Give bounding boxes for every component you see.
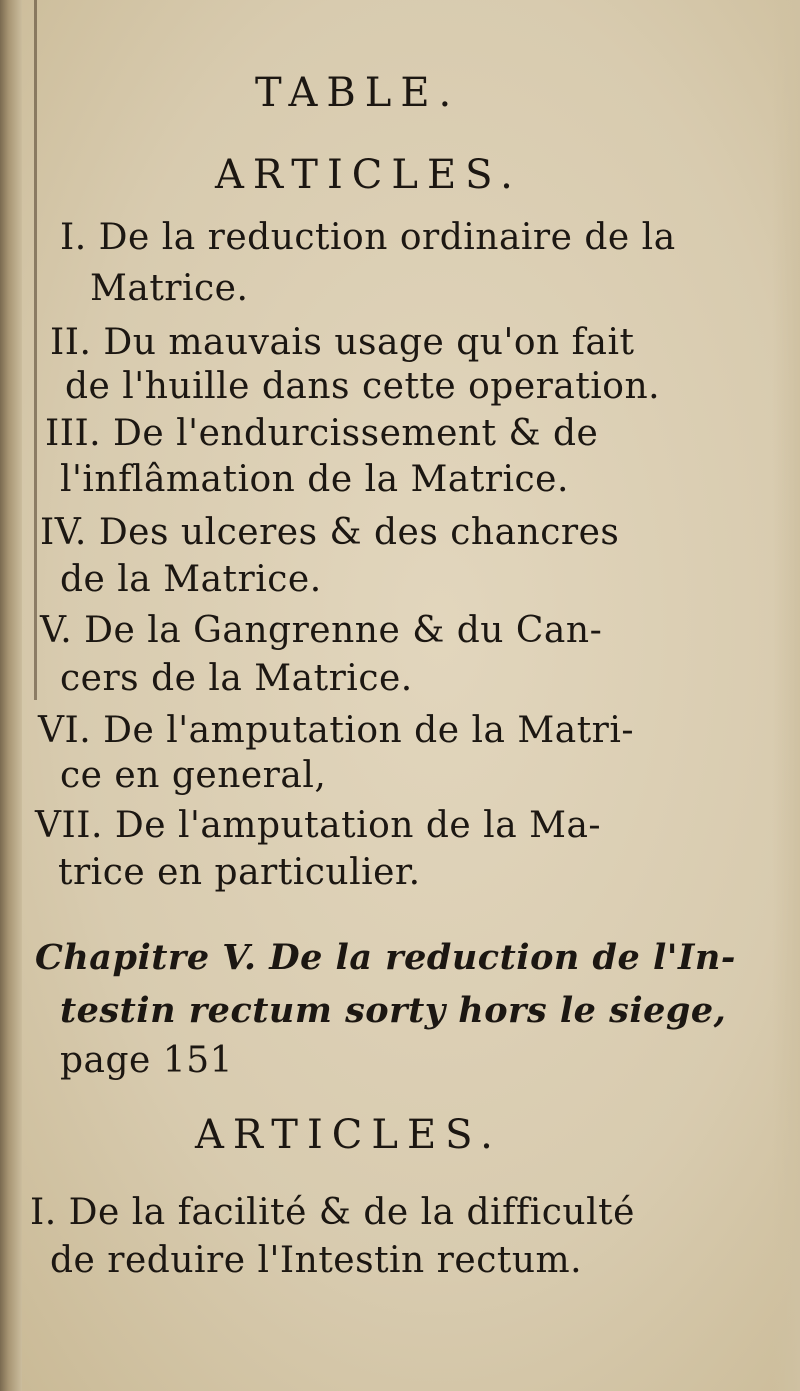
article-1-line-2: Matrice.: [90, 268, 249, 309]
gutter-line: [34, 0, 37, 700]
article-6-line-1: VI. De l'amputation de la Matri-: [38, 710, 635, 751]
article-2-line-1: II. Du mauvais usage qu'on fait: [50, 322, 635, 363]
chapter-line-1: Chapitre V. De la reduction de l'In-: [35, 937, 736, 978]
book-spine: [0, 0, 22, 1391]
article-7-line-1: VII. De l'amputation de la Ma-: [35, 805, 602, 846]
section-heading-2: ARTICLES.: [195, 1112, 502, 1158]
article-4-line-2: de la Matrice.: [60, 559, 322, 600]
article-3-line-2: l'inflâmation de la Matrice.: [60, 459, 569, 500]
section-heading: ARTICLES.: [215, 152, 522, 198]
article-4-line-1: IV. Des ulceres & des chancres: [40, 512, 620, 553]
article-1-line-1: I. De la reduction ordinaire de la: [60, 217, 676, 258]
article-5-line-2: cers de la Matrice.: [60, 658, 413, 699]
article-5-line-1: V. De la Gangrenne & du Can-: [40, 610, 603, 651]
article-7-line-2: trice en particulier.: [58, 852, 421, 893]
page-title: TABLE.: [255, 70, 461, 116]
chapter-line-2: testin rectum sorty hors le siege,: [60, 990, 727, 1031]
article-3-line-1: III. De l'endurcissement & de: [45, 413, 599, 454]
chapter-page-ref: page 151: [60, 1040, 234, 1081]
article-2-line-2: de l'huille dans cette operation.: [65, 366, 661, 407]
article-6-line-2: ce en general,: [60, 755, 327, 796]
article-2-1-line-2: de reduire l'Intestin rectum.: [50, 1240, 583, 1281]
page-edge: [772, 0, 800, 1391]
article-2-1-line-1: I. De la facilité & de la difficulté: [30, 1192, 635, 1233]
